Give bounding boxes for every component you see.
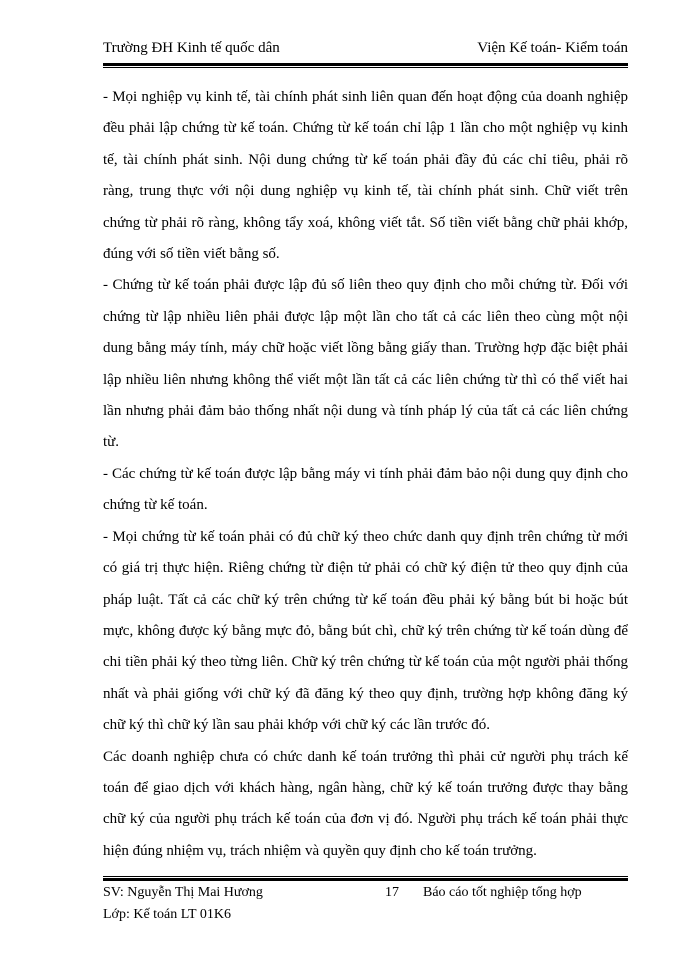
header-divider: [103, 63, 628, 68]
footer-student-name: SV: Nguyễn Thị Mai Hương: [103, 885, 263, 900]
page-header: [103, 40, 628, 62]
paragraph: - Mọi chứng từ kế toán phải có đủ chữ ký theo chức danh quy định trên chứng từ mới có giá trị thực hiện. Riêng chứng từ điện tử phải có chữ ký điện tử theo quy định của pháp luật. Tất cả các chữ ký trên chứng từ kế toán đều phải ký bằng bút bi hoặc bút mực, không được ký bằng mực đỏ, bằng bút chì, chữ ký trên chứng từ kế toán dùng để chi tiền phải ký theo từng liên. Chữ ký trên chứng từ kế toán của một người phải thống nhất và phải giống với chữ ký đã đăng ký theo quy định, trường hợp không đăng ký chữ ký thì chữ ký lần sau phải khớp với chữ ký các lần trước đó.: [103, 528, 628, 734]
footer-report-title: Báo cáo tốt nghiệp tổng hợp: [423, 885, 582, 900]
paragraph: - Chứng từ kế toán phải được lập đủ số liên theo quy định cho mỗi chứng từ. Đối với chứng từ lập nhiều liên phải được lập một lần cho tất cả các liên theo cùng một nội dung bằng máy tính, máy chữ hoặc viết lồng bằng giấy than. Trường hợp đặc biệt phải lập nhiều liên nhưng không thể viết một lần tất cả các liên chứng từ thì có thể viết hai lần nhưng phải đảm bảo thống nhất nội dung và tính pháp lý của tất cả các liên chứng từ.: [103, 277, 628, 451]
footer-divider: [103, 876, 628, 881]
header-university: Trường ĐH Kinh tế quốc dân: [103, 40, 280, 56]
document-body: [103, 82, 628, 867]
paragraph: - Mọi nghiệp vụ kinh tế, tài chính phát sinh liên quan đến hoạt động của doanh nghiệp đều phải lập chứng từ kế toán. Chứng từ kế toán chỉ lập 1 lần cho một nghiệp vụ kinh tế, tài chính phát sinh. Nội dung chứng từ kế toán phải đầy đủ các chỉ tiêu, phải rõ ràng, trung thực với nội dung nghiệp vụ kinh tế, tài chính phát sinh. Chữ viết trên chứng từ phải rõ ràng, không tẩy xoá, không viết tắt. Số tiền viết bằng chữ phải khớp, đúng với số tiền viết bằng số.: [103, 89, 628, 263]
page-number: 17: [385, 885, 399, 900]
header-institute: Viện Kế toán- Kiểm toán: [477, 40, 628, 56]
paragraph: - Các chứng từ kế toán được lập bằng máy vi tính phải đảm bảo nội dung quy định cho chứng từ kế toán.: [103, 465, 628, 514]
paragraph: Các doanh nghiệp chưa có chức danh kế toán trưởng thì phải cử người phụ trách kế toán để giao dịch với khách hàng, ngân hàng, chữ ký kế toán trưởng được thay bằng chữ ký của người phụ trách kế toán của đơn vị đó. Người phụ trách kế toán phải thực hiện đúng nhiệm vụ, trách nhiệm và quyền quy định cho kế toán trưởng.: [103, 748, 628, 859]
footer-class: Lớp: Kế toán LT 01K6: [103, 907, 231, 922]
